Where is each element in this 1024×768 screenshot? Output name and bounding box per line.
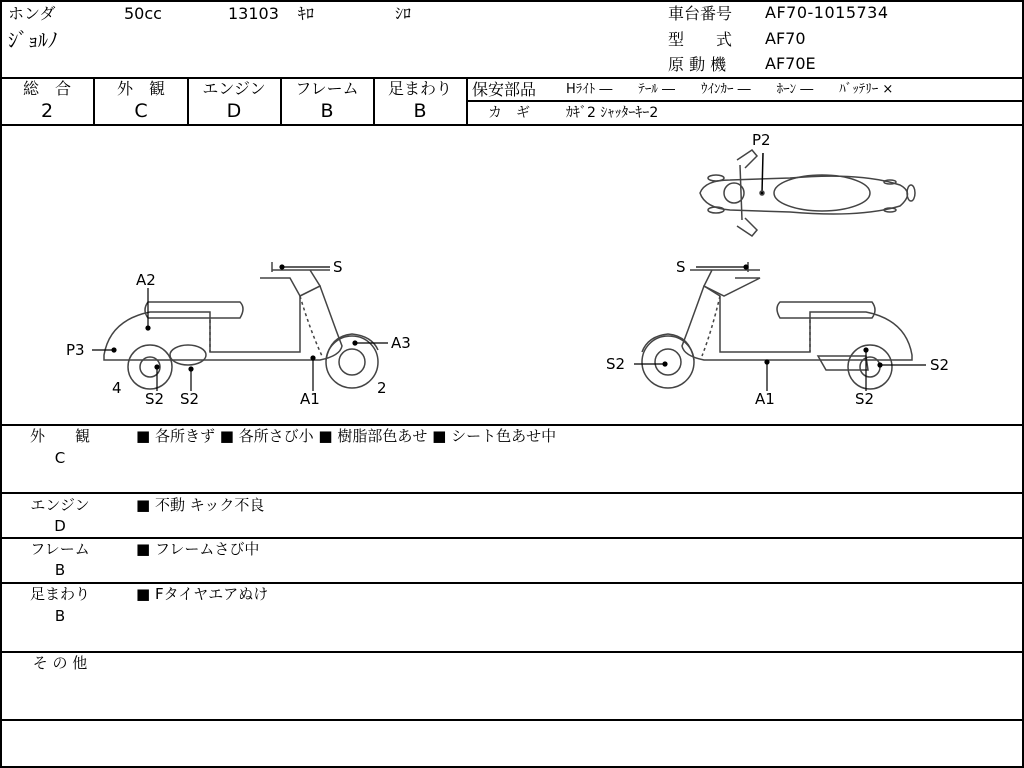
key-label: カ ギ xyxy=(488,105,530,121)
chassis-label: 車台番号 xyxy=(668,4,733,23)
condition-grade-engine: D xyxy=(54,517,66,535)
right-side-scooter xyxy=(642,262,912,389)
condition-label-other: そ の 他 xyxy=(32,654,88,672)
condition-label-frame: フレーム xyxy=(30,540,90,558)
condition-label-engine: エンジン xyxy=(30,496,90,514)
condition-line xyxy=(0,582,1024,584)
label-two: 2 xyxy=(377,379,387,397)
grade-mid-line xyxy=(466,100,1024,102)
label-a2: A2 xyxy=(136,271,156,289)
grade-value-total: 2 xyxy=(40,100,54,122)
maker: ホンダ xyxy=(8,4,56,23)
label-s2-left-1: S2 xyxy=(145,390,165,408)
label-four: 4 xyxy=(112,379,122,397)
label-s2-left-2: S2 xyxy=(180,390,200,408)
label-a1-right: A1 xyxy=(755,390,775,408)
mileage: 13103 xyxy=(228,4,279,23)
condition-line xyxy=(0,651,1024,653)
grade-value-exterior: C xyxy=(134,100,148,122)
grade-label-total: 総 合 xyxy=(22,79,71,98)
safety-parts-label: 保安部品 xyxy=(472,80,537,99)
condition-line xyxy=(0,537,1024,539)
diagram-bottom-line xyxy=(0,424,1024,426)
grade-value-frame: B xyxy=(320,100,334,122)
label-s-left: S xyxy=(333,258,343,276)
condition-text-exterior: ■ 各所きず ■ 各所さび小 ■ 樹脂部色あせ ■ シート色あせ中 xyxy=(136,427,557,445)
grade-value-suspension: B xyxy=(413,100,427,122)
label-s2-right-1: S2 xyxy=(606,355,626,373)
type-value: AF70 xyxy=(765,29,806,48)
label-p2: P2 xyxy=(752,131,771,149)
label-p3: P3 xyxy=(66,341,85,359)
chassis-number: AF70-1015734 xyxy=(765,3,889,22)
engine-value: AF70E xyxy=(765,54,816,73)
damage-diagram xyxy=(0,126,1024,424)
grade-label-frame: フレーム xyxy=(295,79,359,98)
safety-parts-items: Hﾗｲﾄ ― ﾃｰﾙ ― ｳｲﾝｶｰ ― ﾎｰﾝ ― ﾊﾞｯﾃﾘｰ × xyxy=(566,82,894,97)
type-label: 型 式 xyxy=(668,30,733,49)
engine-label: 原 動 機 xyxy=(668,55,727,74)
grade-value-engine: D xyxy=(226,100,242,122)
condition-grade-frame: B xyxy=(54,561,66,579)
condition-label-suspension: 足まわり xyxy=(29,585,90,603)
condition-label-exterior: 外 観 xyxy=(29,427,90,445)
label-s2-right-2: S2 xyxy=(930,356,950,374)
grade-label-suspension: 足まわり xyxy=(387,79,452,98)
condition-line xyxy=(0,719,1024,721)
condition-grade-exterior: C xyxy=(54,449,66,467)
condition-text-frame: ■ フレームさび中 xyxy=(136,540,260,558)
label-a3: A3 xyxy=(391,334,411,352)
label-s2-right-3: S2 xyxy=(855,390,875,408)
model-name: ｼﾞｮﾙﾉ xyxy=(8,28,58,52)
label-a1-left: A1 xyxy=(300,390,320,408)
color: ｼﾛ xyxy=(395,4,412,23)
grade-label-engine: エンジン xyxy=(202,79,266,98)
mileage-unit: ｷﾛ xyxy=(298,4,315,23)
label-s-right: S xyxy=(676,258,686,276)
condition-grade-suspension: B xyxy=(54,607,66,625)
top-view-scooter xyxy=(700,150,915,236)
grade-label-exterior: 外 観 xyxy=(116,79,165,98)
condition-text-engine: ■ 不動 キック不良 xyxy=(136,496,265,514)
displacement: 50cc xyxy=(124,4,162,23)
condition-text-suspension: ■ Fタイヤエアぬけ xyxy=(136,585,269,603)
condition-line xyxy=(0,492,1024,494)
key-value: ｶｷﾞ2 ｼｬｯﾀｰｷｰ2 xyxy=(566,105,659,121)
